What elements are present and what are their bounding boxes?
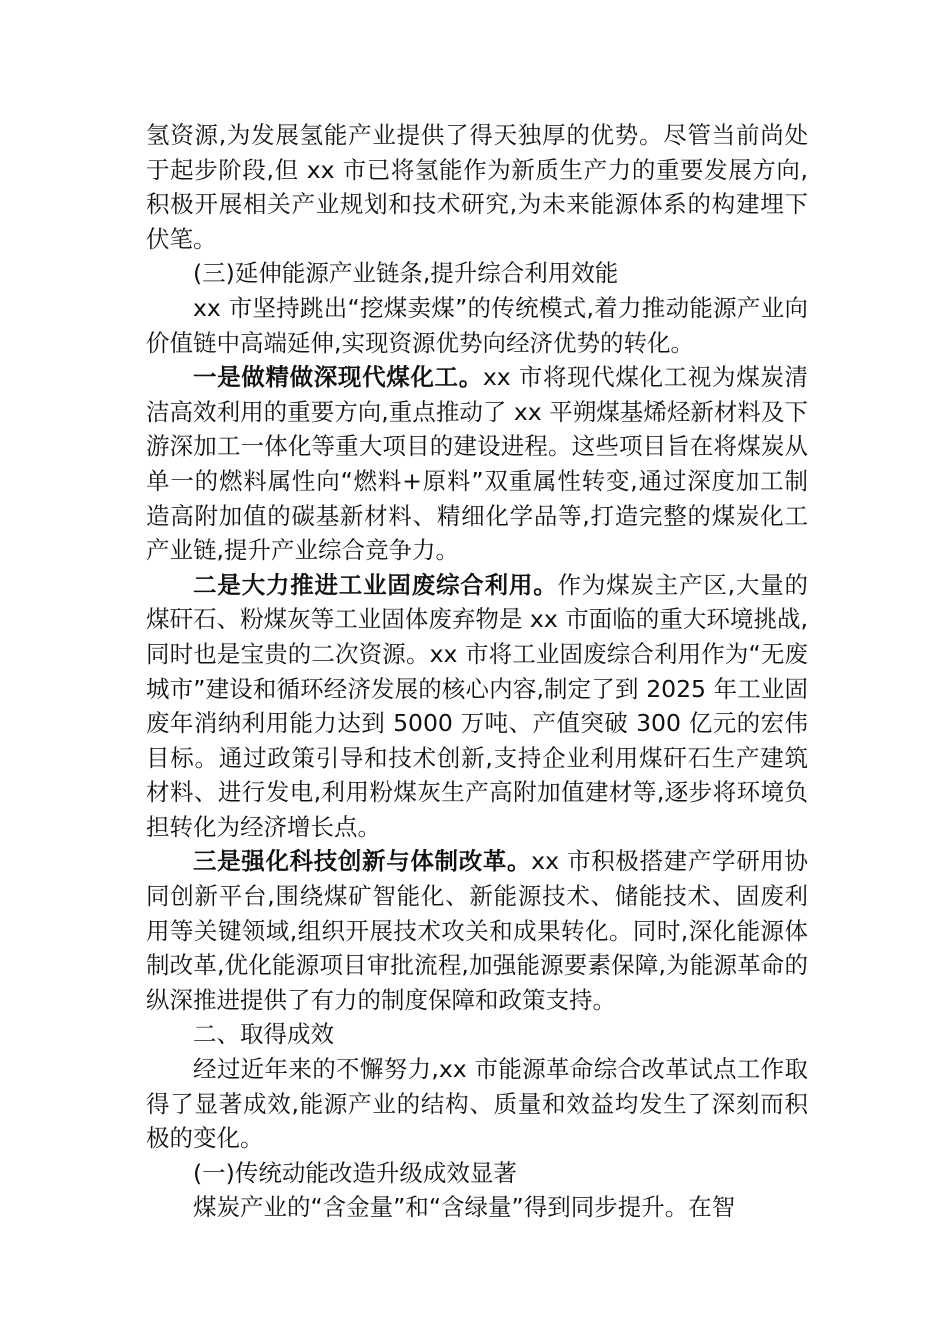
- paragraph-text: 氢资源,为发展氢能产业提供了得天独厚的优势。尽管当前尚处于起步阶段,但 xx 市已将氢能作为新质生产力的重要发展方向,积极开展相关产业规划和技术研究,为未来能源体系的构建埋下伏笔。: [146, 121, 808, 253]
- section-heading-extend-chain: [146, 256, 808, 291]
- paragraph-text: 作为煤炭主产区,大量的煤矸石、粉煤灰等工业固体废弃物是 xx 市面临的重大环境挑战,同时也是宝贵的二次资源。xx 市将工业固废综合利用作为“无废城市”建设和循环经济发展的核心内容,制定了到 2025 年工业固废年消纳利用能力达到 5000 万吨、产值突破 300 亿元的宏伟目标。通过政策引导和技术创新,支持企业利用煤矸石生产建筑材料、进行发电,利用粉煤灰生产高附加值建材等,逐步将环境负担转化为经济增长点。: [146, 570, 808, 841]
- paragraph-text: 经过近年来的不懈努力,xx 市能源革命综合改革试点工作取得了显著成效,能源产业的结构、质量和效益均发生了深刻而积极的变化。: [146, 1055, 808, 1153]
- paragraph-coal-chemical: [146, 360, 808, 568]
- section-heading-achievements: [146, 1017, 808, 1052]
- section-heading-traditional-upgrade: [146, 1156, 808, 1191]
- heading-text: 二、取得成效: [193, 1020, 334, 1049]
- paragraph-solid-waste: [146, 568, 808, 845]
- paragraph-text: xx 市将现代煤化工视为煤炭清洁高效利用的重要方向,重点推动了 xx 平朔煤基烯烃新材料及下游深加工一体化等重大项目的建设进程。这些项目旨在将煤炭从单一的燃料属性向“燃料+原料”双重属性转变,通过深度加工制造高附加值的碳基新材料、精细化学品等,打造完整的煤炭化工产业链,提升产业综合竞争力。: [146, 363, 808, 565]
- paragraph-text: 煤炭产业的“含金量”和“含绿量”得到同步提升。在智: [193, 1193, 736, 1222]
- paragraph-coal-gold-green: [146, 1190, 808, 1225]
- paragraph-lead: 一是做精做深现代煤化工。: [193, 363, 483, 392]
- paragraph-text: xx 市坚持跳出“挖煤卖煤”的传统模式,着力推动能源产业向价值链中高端延伸,实现资源优势向经济优势的转化。: [146, 293, 808, 357]
- paragraph-achievements-intro: [146, 1052, 808, 1156]
- heading-text: (一)传统动能改造升级成效显著: [193, 1158, 517, 1187]
- paragraph-lead: 三是强化科技创新与体制改革。: [193, 847, 532, 876]
- paragraph-text: xx 市积极搭建产学研用协同创新平台,围绕煤矿智能化、新能源技术、储能技术、固废利用等关键领域,组织开展技术攻关和成果转化。同时,深化能源体制改革,优化能源项目审批流程,加强能源要素保障,为能源革命的纵深推进提供了有力的制度保障和政策支持。: [146, 847, 808, 1014]
- paragraph-lead: 二是大力推进工业固废综合利用。: [193, 570, 558, 599]
- paragraph-hydrogen-continuation: [146, 118, 808, 256]
- paragraph-innovation-reform: [146, 844, 808, 1017]
- paragraph-value-chain: [146, 291, 808, 360]
- heading-text: (三)延伸能源产业链条,提升综合利用效能: [193, 259, 619, 288]
- document-body: [146, 118, 808, 1225]
